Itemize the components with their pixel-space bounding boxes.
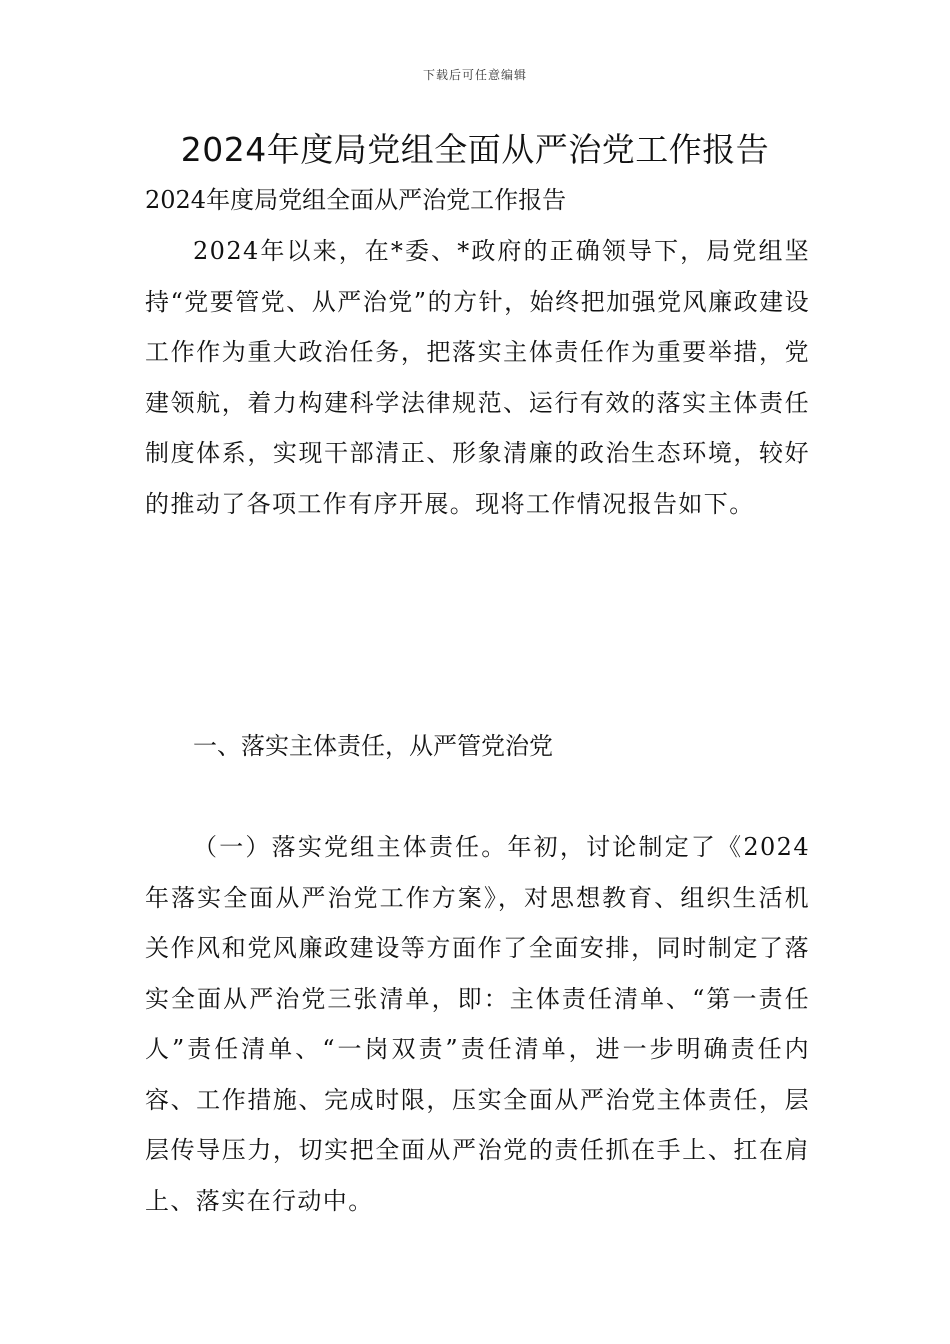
- header-note: 下载后可任意编辑: [422, 68, 527, 82]
- document-title: 2024年度局党组全面从严治党工作报告: [180, 130, 770, 169]
- document-subtitle: 2024年度局党组全面从严治党工作报告: [145, 186, 567, 214]
- subsection-paragraph: （一）落实党组主体责任。年初，讨论制定了《2024年落实全面从严治党工作方案》，对思想教育、组织生活机关作风和党风廉政建设等方面作了全面安排，同时制定了落实全面从严治党三张清单，即：主体责任清单、“第一责任人”责任清单、“一岗双责”责任清单，进一步明确责任内容、工作措施、完成时限，压实全面从严治党主体责任，层层传导压力，切实把全面从严治党的责任抓在手上、扛在肩上、落实在行动中。: [145, 833, 810, 1215]
- section-heading: 一、落实主体责任，从严管党治党: [193, 732, 553, 760]
- intro-paragraph: 2024年以来，在*委、*政府的正确领导下，局党组坚持“党要管党、从严治党”的方针，始终把加强党风廉政建设工作作为重大政治任务，把落实主体责任作为重要举措，党建领航，着力构建科学法律规范、运行有效的落实主体责任制度体系，实现干部清正、形象清廉的政治生态环境，较好的推动了各项工作有序开展。现将工作情况报告如下。: [145, 237, 810, 518]
